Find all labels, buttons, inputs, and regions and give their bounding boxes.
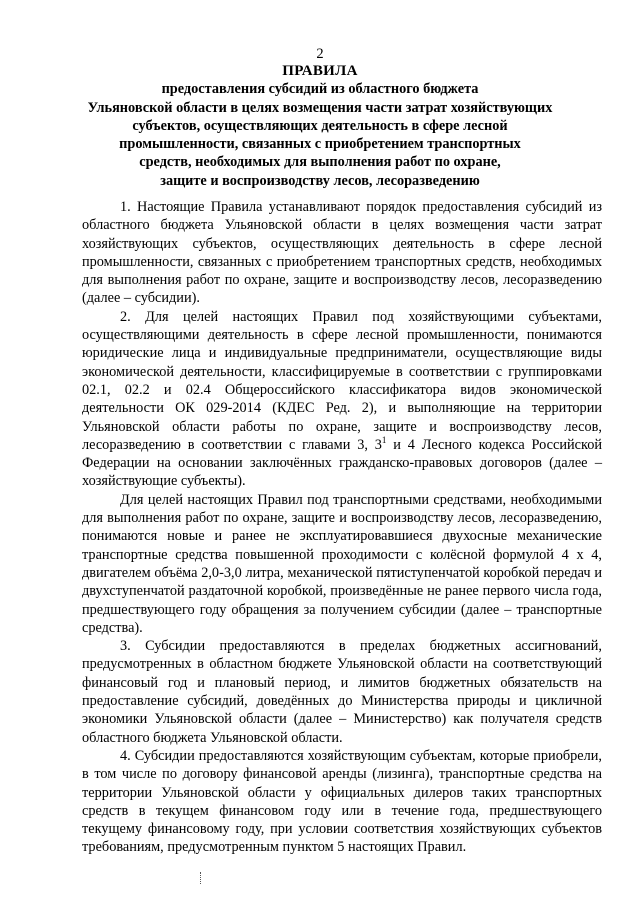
paragraph-2 xyxy=(82,308,602,491)
title-heading: ПРАВИЛА xyxy=(282,63,358,79)
title-line: предоставления субсидий из областного бюджета xyxy=(161,81,479,98)
paragraph-2-text-a: 2. Для целей настоящих Правил под хозяйствующими субъектами, осуществляющими деятельность в сфере лесной промышленности, понимаются юридические лица и индивидуальные предприниматели, осуществляющие виды экономической деятельности, классифицируемые в соответствии с группировками 02.1, 02.2 и 02.4 Общероссийского классификатора видов экономической деятельности ОК 029-2014 (КДЕС Ред. 2), и выполняющие на территории Ульяновской области работы по охране, защите и воспроизводству лесов, лесоразведению в соответствии с главами 3, 3 xyxy=(82,308,602,453)
page-number: 2 xyxy=(316,46,324,62)
chapter-superscript: 1 xyxy=(381,435,387,446)
title-line: Ульяновской области в целях возмещения части затрат хозяйствующих xyxy=(87,99,553,116)
title-line: защите и воспроизводству лесов, лесоразведению xyxy=(160,172,480,189)
paragraph-2-text-b: и 4 Лесного кодекса Российской Федерации на основании заключённых гражданско-правовых договоров (далее – хозяйствующие субъекты). xyxy=(82,436,602,490)
title-line: промышленности, связанных с приобретением транспортных xyxy=(119,136,521,153)
scan-mark xyxy=(200,872,202,884)
paragraph-2-continued: Для целей настоящих Правил под транспортными средствами, необходимыми для выполнения работ по охране, защите и воспроизводству лесов, лесоразведению, понимаются новые и ранее не эксплуатировавшиеся двухосные механические транспортные средства повышенной проходимости с колёсной формулой 4 х 4, двигателем объёма 2,0-3,0 литра, механической пятиступенчатой коробкой передач и двухступенчатой раздаточной коробкой, произведённые не ранее первого числа года, предшествующего году обращения за получением субсидии (далее – транспортные средства). xyxy=(82,491,602,636)
title-line: субъектов, осуществляющих деятельность в сфере лесной xyxy=(132,117,508,134)
document-body xyxy=(82,198,602,857)
document-title xyxy=(70,62,570,190)
title-line: средств, необходимых для выполнения работ по охране, xyxy=(139,154,501,171)
paragraph-3: 3. Субсидии предоставляются в пределах бюджетных ассигнований, предусмотренных в областном бюджете Ульяновской области на соответствующий финансовый год и плановый период, и лимитов бюджетных обязательств на предоставление субсидий, доведённых до Министерства природы и цикличной экономики Ульяновской области (далее – Министерство) как получателя средств областного бюджета Ульяновской области. xyxy=(82,638,602,746)
paragraph-1: 1. Настоящие Правила устанавливают порядок предоставления субсидий из областного бюджета Ульяновской области в целях возмещения части затрат хозяйствующих субъектов, осуществляющих деятельность в сфере лесной промышленности, связанных с приобретением транспортных средств, необходимых для выполнения работ по охране, защите и воспроизводству лесов, лесоразведению (далее – субсидии). xyxy=(82,199,602,307)
paragraph-4: 4. Субсидии предоставляются хозяйствующим субъектам, которые приобрели, в том числе по договору финансовой аренды (лизинга), транспортные средства на территории Ульяновской области у официальных дилеров таких транспортных средств в текущем финансовом году или в течение года, предшествующего текущему финансовому году, при условии соответствия хозяйствующих субъектов требованиям, предусмотренным пунктом 5 настоящих Правил. xyxy=(82,747,602,856)
